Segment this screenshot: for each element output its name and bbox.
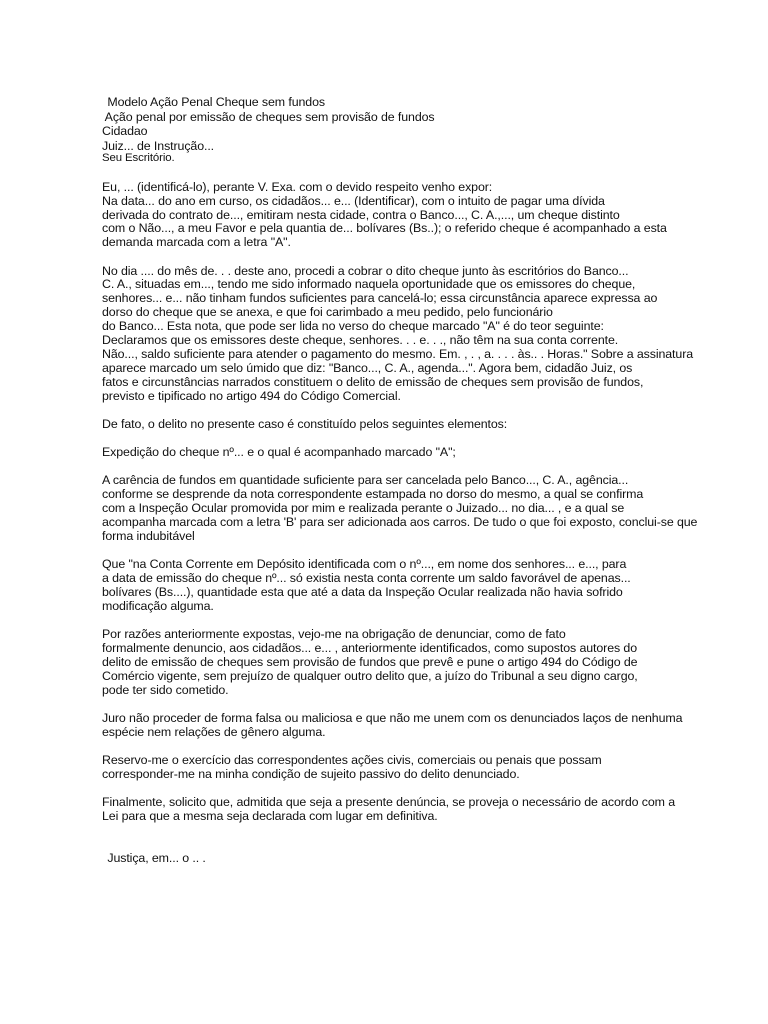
paragraph-line: De fato, o delito no presente caso é constituído pelos seguintes elementos: [102, 417, 508, 431]
paragraph-line: derivada do contrato de..., emitiram nesta cidade, contra o Banco..., C. A.,..., um cheque distinto [102, 208, 620, 222]
paragraph-line: espécie nem relações de gênero alguma. [102, 725, 326, 739]
paragraph-line: demanda marcada com a letra "A". [102, 235, 291, 249]
paragraph-line: com o Não..., a meu Favor e pela quantia de... bolívares (Bs..); o referido cheque é acompanhado a esta [102, 221, 667, 235]
paragraph-line: Não..., saldo suficiente para atender o pagamento do mesmo. Em. , . , a. . . . às.. . Horas." Sobre a assinatura [102, 347, 694, 361]
paragraph-line: fatos e circunstâncias narrados constituem o delito de emissão de cheques sem provisão de fundos, [102, 375, 644, 389]
document-title: Modelo Ação Penal Cheque sem fundos [104, 95, 325, 109]
addressee-line: Cidadao [102, 124, 148, 138]
paragraph-line: senhores... e... não tinham fundos suficientes para cancelá-lo; essa circunstância aparece expressa ao [102, 291, 658, 305]
paragraph-line: do Banco... Esta nota, que pode ser lida no verso do cheque marcado "A" é do teor seguinte: [102, 319, 604, 333]
paragraph-line: Por razões anteriormente expostas, vejo-me na obrigação de denunciar, como de fato [102, 627, 566, 641]
paragraph-line: Eu, ... (identificá-lo), perante V. Exa. com o devido respeito venho expor: [102, 180, 493, 194]
paragraph-line: corresponder-me na minha condição de sujeito passivo do delito denunciado. [102, 767, 520, 781]
paragraph-line: com a Inspeção Ocular promovida por mim e realizada perante o Juizado... no dia... , e a qual se [102, 501, 625, 515]
paragraph-line: C. A., situadas em..., tendo me sido informado naquela oportunidade que os emissores do cheque, [102, 277, 636, 291]
paragraph-line: bolívares (Bs....), quantidade esta que até a data da Inspeção Ocular realizada não havia sofrido [102, 585, 623, 599]
paragraph-line: Comércio vigente, sem prejuízo de qualquer outro delito que, a juízo do Tribunal a seu digno cargo, [102, 669, 638, 683]
paragraph-line: previsto e tipificado no artigo 494 do Código Comercial. [102, 389, 401, 403]
judge-line: Juiz... de Instrução... [102, 139, 215, 153]
paragraph-line: delito de emissão de cheques sem provisão de fundos que prevê e pune o artigo 494 do Código de [102, 655, 638, 669]
paragraph-line: dorso do cheque que se anexa, e que foi carimbado a meu pedido, pelo funcionário [102, 305, 553, 319]
paragraph-line: Lei para que a mesma seja declarada com lugar em definitiva. [102, 809, 438, 823]
paragraph-line: a data de emissão do cheque nº... só existia nesta conta corrente um saldo favorável de apenas... [102, 571, 631, 585]
office-line: Seu Escritório. [102, 152, 175, 164]
paragraph-line: No dia .... do mês de. . . deste ano, procedi a cobrar o dito cheque junto às escritórios do Banco... [102, 264, 629, 278]
paragraph-line: Juro não proceder de forma falsa ou maliciosa e que não me unem com os denunciados laços de nenhuma [102, 711, 683, 725]
paragraph-line: Que "na Conta Corrente em Depósito identificada com o nº..., em nome dos senhores... e..., para [102, 557, 627, 571]
paragraph-line: Reservo-me o exercício das correspondentes ações civis, comerciais ou penais que possam [102, 753, 602, 767]
paragraph-line: modificação alguma. [102, 599, 214, 613]
paragraph-line: pode ter sido cometido. [102, 683, 229, 697]
paragraph-line: conforme se desprende da nota correspondente estampada no dorso do mesmo, a qual se confirma [102, 487, 644, 501]
paragraph-line: Expedição do cheque nº... e o qual é acompanhado marcado "A"; [102, 445, 456, 459]
paragraph-line: acompanha marcada com a letra 'B' para ser adicionada aos carros. De tudo o que foi exposto, conclui-se que [102, 515, 698, 529]
paragraph-line: formalmente denuncio, aos cidadãos... e... , anteriormente identificados, como supostos autores do [102, 641, 638, 655]
paragraph-line: Na data... do ano em curso, os cidadãos... e... (Identificar), com o intuito de pagar uma dívida [102, 194, 605, 208]
paragraph-line: Declaramos que os emissores deste cheque, senhores. . . e. . ., não têm na sua conta corrente. [102, 333, 619, 347]
closing-line: Justiça, em... o .. . [104, 851, 206, 865]
document-subtitle: Ação penal por emissão de cheques sem provisão de fundos [102, 110, 435, 124]
paragraph-line: forma indubitável [102, 529, 195, 543]
paragraph-line: A carência de fundos em quantidade suficiente para ser cancelada pelo Banco..., C. A., agência... [102, 473, 629, 487]
paragraph-line: Finalmente, solicito que, admitida que seja a presente denúncia, se proveja o necessário de acordo com a [102, 795, 675, 809]
paragraph-line: aparece marcado um selo úmido que diz: "Banco..., C. A., agenda...". Agora bem, cidadão Juiz, os [102, 361, 633, 375]
